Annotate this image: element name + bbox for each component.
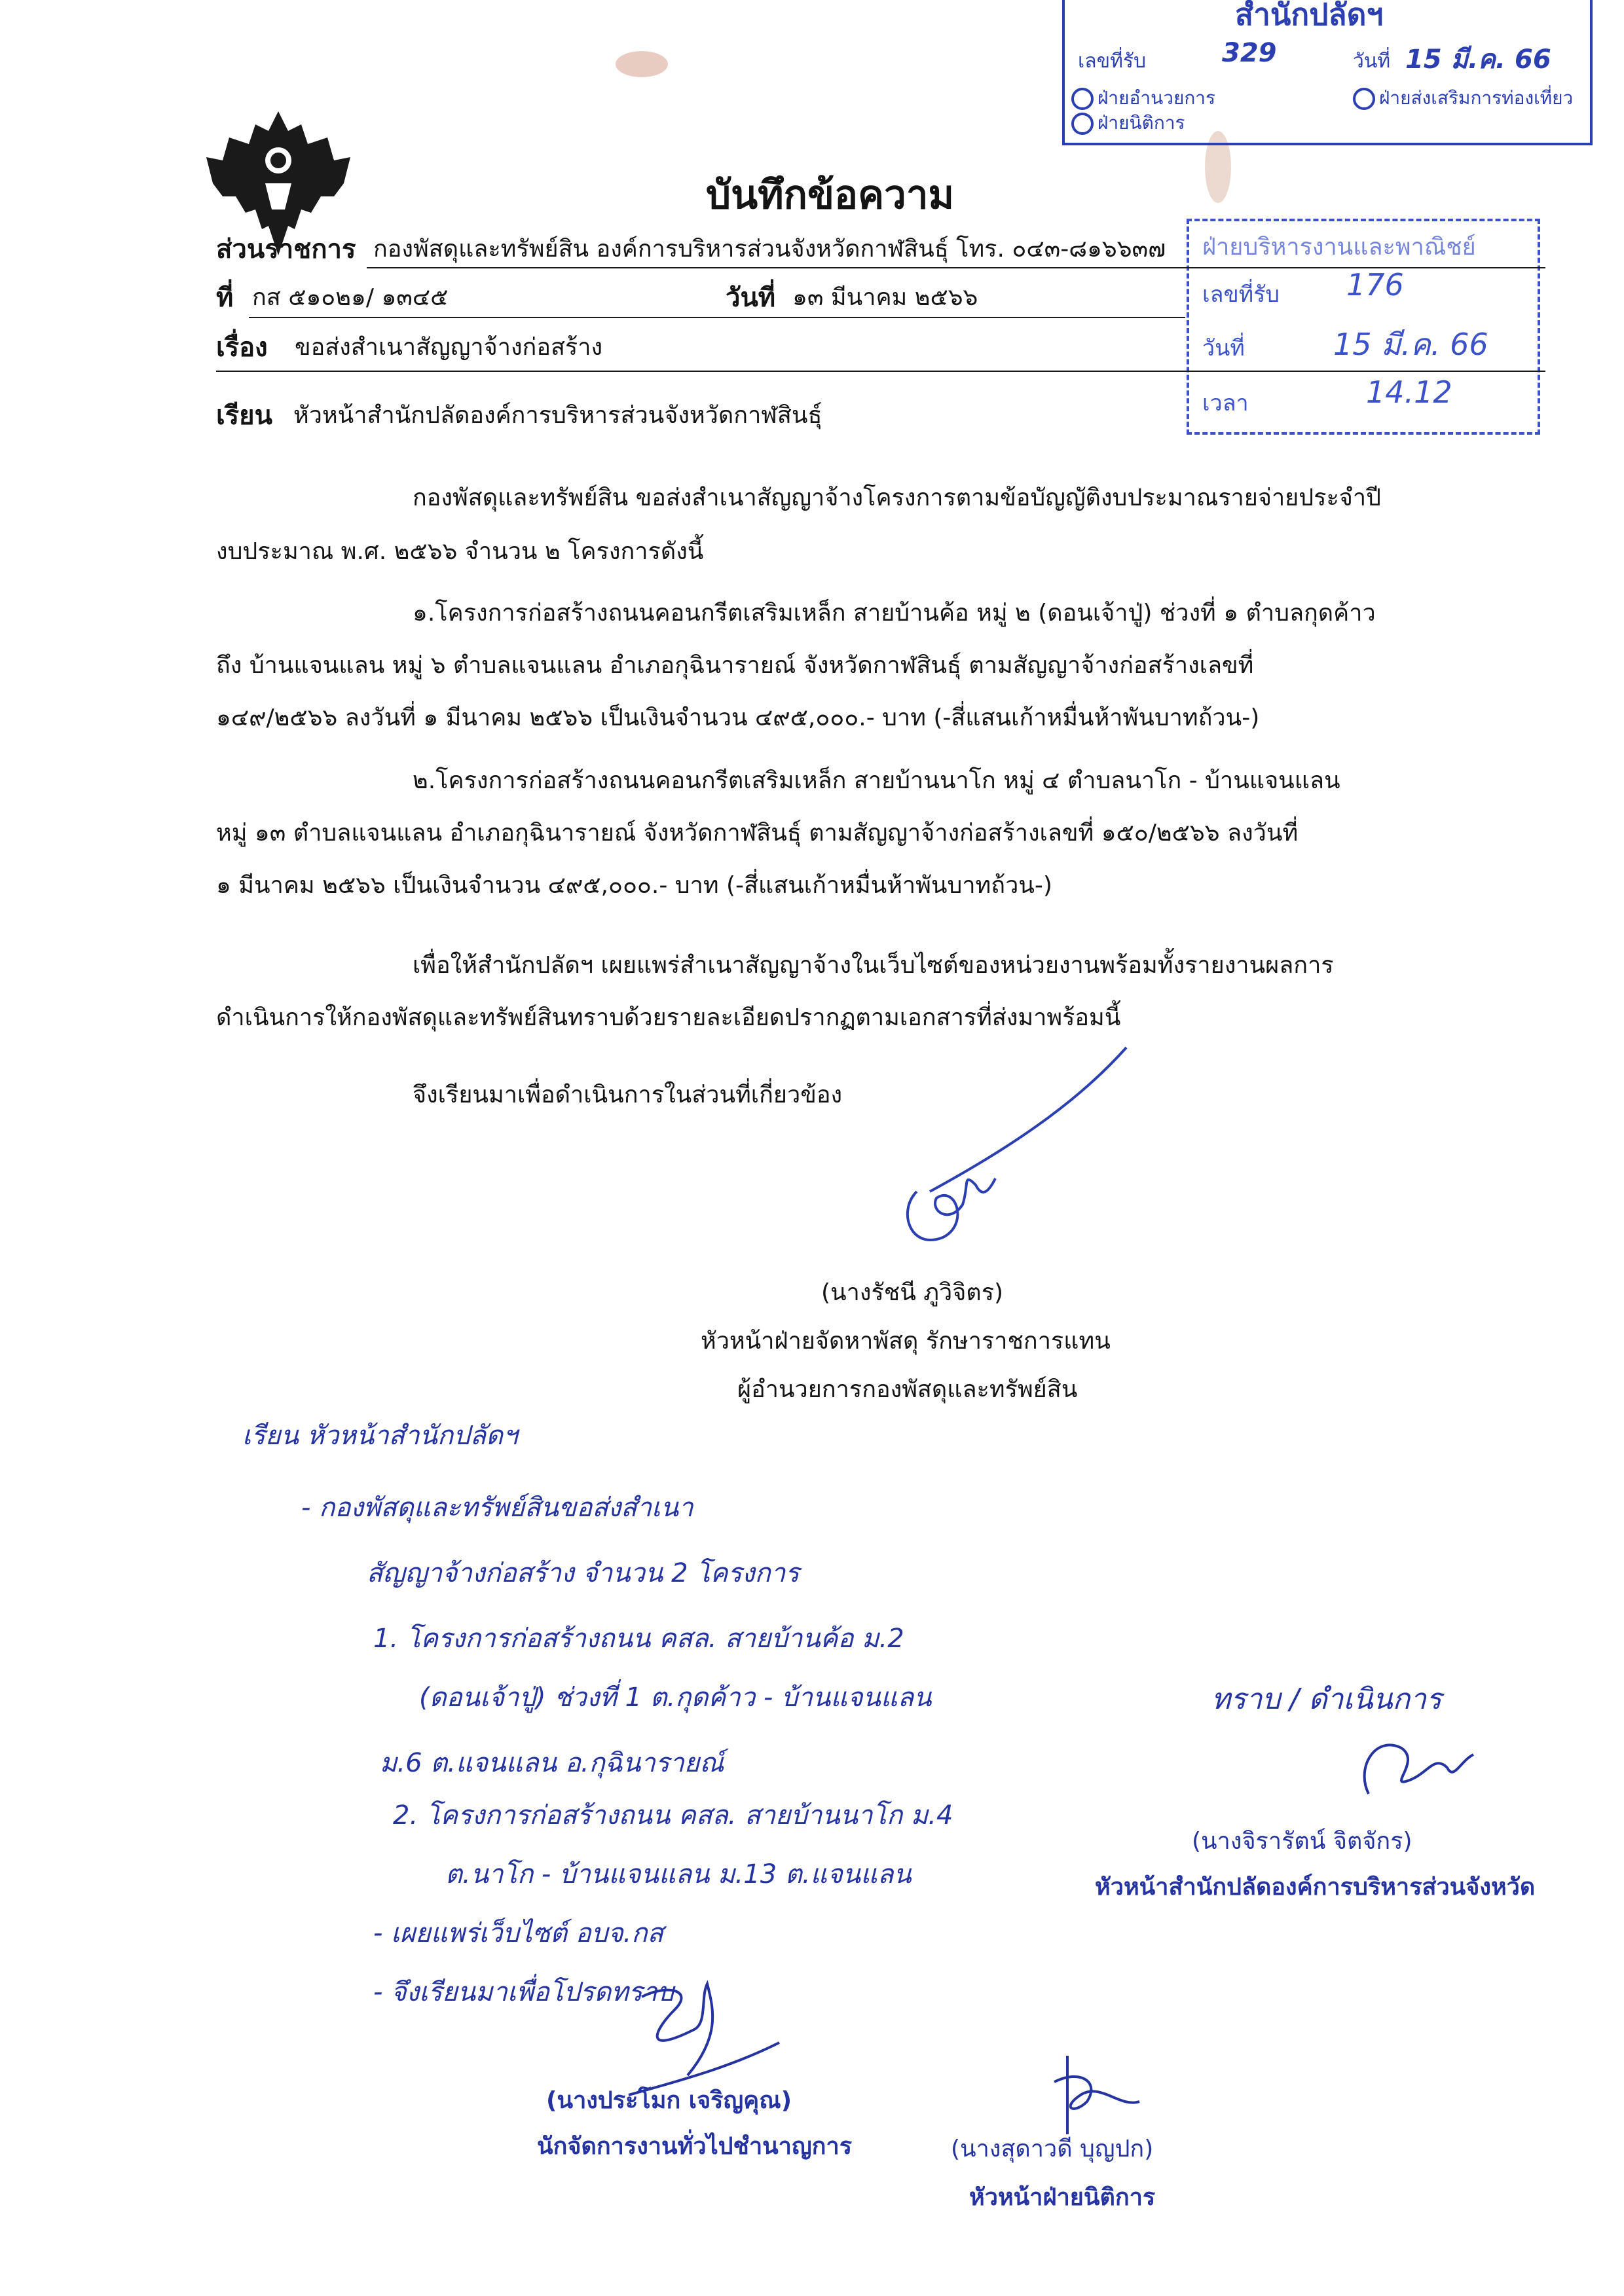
para3-line2: ดำเนินการให้กองพัสดุและทรัพย์สินทราบด้วยรายละเอียดปรากฏตามเอกสารที่ส่งมาพร้อมนี้ <box>216 1004 1121 1031</box>
stamp-top-recv-value: 329 <box>1222 38 1277 68</box>
checkbox-circle-icon <box>1071 88 1094 110</box>
stamp-right-recv-label: เลขที่รับ <box>1202 282 1280 308</box>
handwritten-line8: ต.นาโก - บ้านแจนแลน ม.13 ต.แจนแลน <box>445 1859 912 1889</box>
closing-line: จึงเรียนมาเพื่อดำเนินการในส่วนที่เกี่ยวข้อง <box>413 1082 843 1108</box>
item2-line1: ๒.โครงการก่อสร้างถนนคอนกรีตเสริมเหล็ก สายบ้านนาโก หมู่ ๔ ตำบลนาโก - บ้านแจนแลน <box>413 767 1340 794</box>
signature-1-name: (นางรัชนี ภูวิจิตร) <box>821 1279 1004 1306</box>
date-label: วันที่ <box>726 283 776 313</box>
stamp-right-title: ฝ่ายบริหารงานและพาณิชย์ <box>1202 234 1476 261</box>
handwritten-line3: สัญญาจ้างก่อสร้าง จำนวน 2 โครงการ <box>367 1558 800 1588</box>
signature-1-position2: ผู้อำนวยการกองพัสดุและทรัพย์สิน <box>737 1376 1078 1403</box>
stamp-top-title: สำนักปลัดฯ <box>1235 0 1384 32</box>
signature-bottom-right-name: (นางสุดาวดี บุญปก) <box>951 2136 1154 2162</box>
option-legal-label: ฝ่ายนิติการ <box>1098 112 1185 134</box>
stamp-right-date-label: วันที่ <box>1202 335 1245 361</box>
handwritten-line5: (ดอนเจ้าปู่) ช่วงที่ 1 ต.กุดค้าว - บ้านแจนแลน <box>419 1683 932 1713</box>
item1-line2: ถึง บ้านแจนแลน หมู่ ๖ ตำบลแจนแลน อำเภอกุฉินารายณ์ จังหวัดกาฬสินธุ์ ตามสัญญาจ้างก่อสร้างเลขที่ <box>216 652 1254 679</box>
signature-right-position: หัวหน้าสำนักปลัดองค์การบริหารส่วนจังหวัด <box>1095 1874 1536 1901</box>
ref-value: กส ๕๑๐๒๑/ ๑๓๔๕ <box>252 284 449 311</box>
option-tourism-label: ฝ่ายส่งเสริมการท่องเที่ยว <box>1379 87 1574 109</box>
stamp-top-option-tourism <box>1353 84 1573 113</box>
signature-right-mark <box>1349 1715 1480 1813</box>
handwritten-line1: เรียน หัวหน้าสำนักปลัดฯ <box>242 1421 518 1451</box>
signature-right-name: (นางจิรารัตน์ จิตจักร) <box>1192 1828 1412 1855</box>
stain-mark <box>616 51 668 77</box>
stamp-top-date-value: 15 มี.ค. 66 <box>1405 45 1551 75</box>
para1-line2: งบประมาณ พ.ศ. ๒๕๖๖ จำนวน ๒ โครงการดังนี้ <box>216 538 704 565</box>
right-handwritten-note: ทราบ / ดำเนินการ <box>1211 1683 1442 1716</box>
salutation-value: หัวหน้าสำนักปลัดองค์การบริหารส่วนจังหวัดกาฬสินธุ์ <box>293 402 822 429</box>
item2-line3: ๑ มีนาคม ๒๕๖๖ เป็นเงินจำนวน ๔๙๕,๐๐๐.- บาท (-สี่แสนเก้าหมื่นห้าพันบาทถ้วน-) <box>216 872 1052 899</box>
stamp-right-time-value: 14.12 <box>1366 374 1452 410</box>
signature-bottom-right-position: หัวหน้าฝ่ายนิติการ <box>969 2184 1156 2211</box>
handwritten-line7: 2. โครงการก่อสร้างถนน คสล. สายบ้านนาโก ม.4 <box>393 1800 953 1831</box>
signature-bottom-left-name: (นางประโมก เจริญคุณ) <box>546 2087 792 2114</box>
handwritten-line4: 1. โครงการก่อสร้างถนน คสล. สายบ้านค้อ ม.2 <box>373 1624 904 1654</box>
option-admin-label: ฝ่ายอำนวยการ <box>1098 87 1216 109</box>
stamp-right-date-value: 15 มี.ค. 66 <box>1333 327 1488 362</box>
para1-line1: กองพัสดุและทรัพย์สิน ขอส่งสำเนาสัญญาจ้างโครงการตามข้อบัญญัติงบประมาณรายจ่ายประจำปี <box>413 484 1381 511</box>
stamp-top-option-legal <box>1071 109 1185 137</box>
stamp-right-recv-value: 176 <box>1346 267 1404 302</box>
agency-value: กองพัสดุและทรัพย์สิน องค์การบริหารส่วนจังหวัดกาฬสินธุ์ โทร. ๐๔๓-๘๑๖๖๓๗ <box>373 236 1166 263</box>
checkbox-circle-icon <box>1071 113 1094 135</box>
signature-1-position1: หัวหน้าฝ่ายจัดหาพัสดุ รักษาราชการแทน <box>701 1328 1111 1355</box>
subject-value: ขอส่งสำเนาสัญญาจ้างก่อสร้าง <box>295 334 603 361</box>
signature-bottom-right-mark <box>1028 2043 1146 2141</box>
receive-stamp-right <box>1187 219 1540 435</box>
item1-line1: ๑.โครงการก่อสร้างถนนคอนกรีตเสริมเหล็ก สายบ้านค้อ หมู่ ๒ (ดอนเจ้าปู่) ช่วงที่ ๑ ตำบลกุดค้าว <box>413 600 1376 627</box>
handwritten-line6: ม.6 ต.แจนแลน อ.กุฉินารายณ์ <box>380 1748 724 1778</box>
subject-label: เรื่อง <box>216 333 268 363</box>
checkbox-circle-icon <box>1353 88 1375 110</box>
ref-underline <box>249 317 1185 318</box>
signature-bottom-left-position: นักจัดการงานทั่วไปชำนาญการ <box>537 2133 853 2160</box>
agency-underline <box>367 267 1545 268</box>
date-value: ๑๓ มีนาคม ๒๕๖๖ <box>792 284 978 311</box>
receive-stamp-top <box>1062 0 1593 145</box>
stamp-top-recv-label: เลขที่รับ <box>1078 50 1147 73</box>
salutation-label: เรียน <box>216 401 272 431</box>
handwritten-line9: - เผยแพร่เว็บไซต์ อบจ.กส <box>373 1918 664 1948</box>
para3-line1: เพื่อให้สำนักปลัดฯ เผยแพร่สำเนาสัญญาจ้างในเว็บไซต์ของหน่วยงานพร้อมทั้งรายงานผลการ <box>413 952 1334 979</box>
subject-underline <box>216 371 1545 372</box>
handwritten-line10: - จึงเรียนมาเพื่อโปรดทราบ <box>373 1977 674 2007</box>
stamp-top-date-label: วันที่ <box>1353 50 1391 73</box>
ref-label: ที่ <box>216 283 234 313</box>
stamp-right-time-label: เวลา <box>1202 390 1249 416</box>
memo-title: บันทึกข้อความ <box>706 172 955 218</box>
agency-label: ส่วนราชการ <box>216 234 356 264</box>
handwritten-line2: - กองพัสดุและทรัพย์สินขอส่งสำเนา <box>301 1493 693 1523</box>
item1-line3: ๑๔๙/๒๕๖๖ ลงวันที่ ๑ มีนาคม ๒๕๖๖ เป็นเงินจำนวน ๔๙๕,๐๐๐.- บาท (-สี่แสนเก้าหมื่นห้าพันบาทถ้วน-) <box>216 704 1260 731</box>
signature-1-mark <box>891 1041 1139 1264</box>
item2-line2: หมู่ ๑๓ ตำบลแจนแลน อำเภอกุฉินารายณ์ จังหวัดกาฬสินธุ์ ตามสัญญาจ้างก่อสร้างเลขที่ ๑๕๐/๒๕๖๖ ลงวันที่ <box>216 820 1299 847</box>
